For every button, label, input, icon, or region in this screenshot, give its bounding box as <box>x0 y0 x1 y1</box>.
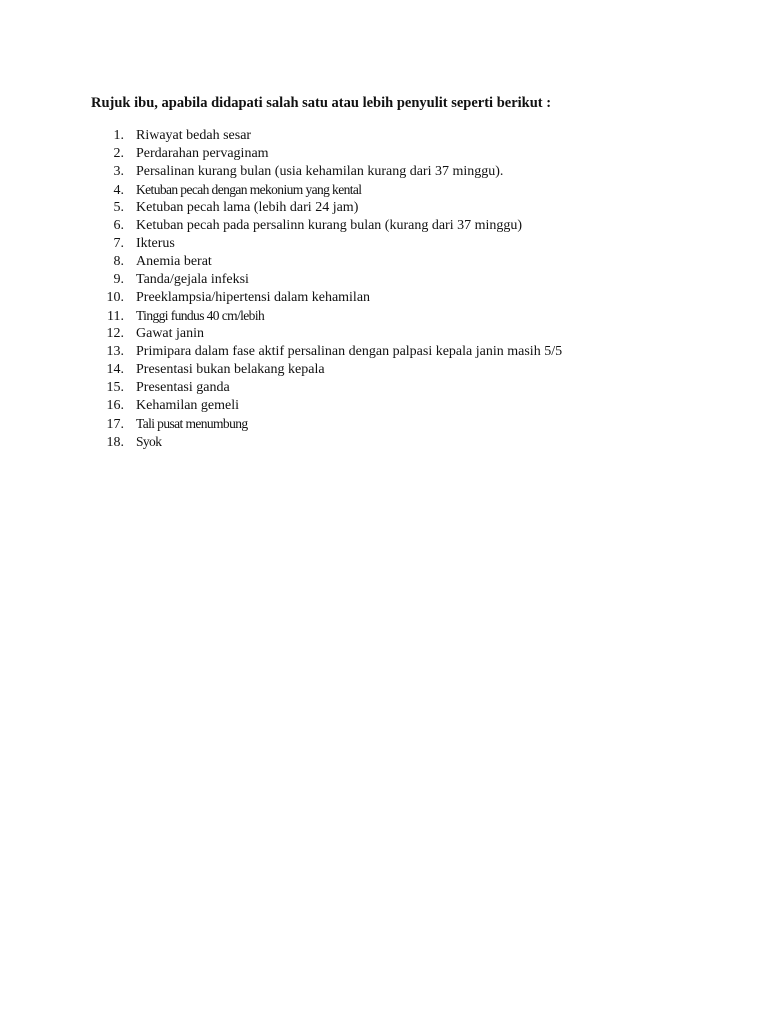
item-text: Presentasi bukan belakang kepala <box>136 362 325 377</box>
list-item <box>91 271 731 289</box>
item-number: 15. <box>106 380 124 395</box>
list-item <box>91 181 731 199</box>
list-item <box>91 127 731 145</box>
item-number: 11. <box>107 309 124 324</box>
item-text: Syok <box>136 434 162 449</box>
list-item <box>91 361 731 379</box>
item-number: 5. <box>113 200 124 215</box>
referral-criteria-list <box>91 127 731 451</box>
list-item <box>91 415 731 433</box>
item-number: 7. <box>113 236 124 251</box>
item-text: Tinggi fundus 40 cm/lebih <box>136 308 265 323</box>
item-number: 4. <box>113 183 124 198</box>
item-number: 2. <box>113 146 124 161</box>
item-text: Persalinan kurang bulan (usia kehamilan kurang dari 37 minggu). <box>136 164 504 179</box>
item-number: 3. <box>113 164 124 179</box>
item-text: Primipara dalam fase aktif persalinan dengan palpasi kepala janin masih 5/5 <box>136 344 563 359</box>
item-number: 12. <box>106 326 124 341</box>
item-number: 6. <box>113 218 124 233</box>
item-text: Ketuban pecah lama (lebih dari 24 jam) <box>136 200 359 215</box>
item-text: Preeklampsia/hipertensi dalam kehamilan <box>136 290 371 305</box>
item-text: Presentasi ganda <box>136 380 230 395</box>
list-item <box>91 217 731 235</box>
list-item <box>91 163 731 181</box>
item-text: Ketuban pecah dengan mekonium yang kental <box>136 182 362 197</box>
item-text: Tali pusat menumbung <box>136 416 248 431</box>
item-number: 8. <box>113 254 124 269</box>
item-text: Tanda/gejala infeksi <box>136 272 249 287</box>
list-item <box>91 253 731 271</box>
item-number: 10. <box>106 290 124 305</box>
list-item <box>91 433 731 451</box>
item-text: Anemia berat <box>136 254 212 269</box>
document-heading: Rujuk ibu, apabila didapati salah satu atau lebih penyulit seperti berikut : <box>91 95 552 111</box>
list-item <box>91 289 731 307</box>
item-text: Ketuban pecah pada persalinn kurang bulan (kurang dari 37 minggu) <box>136 218 523 233</box>
list-item <box>91 379 731 397</box>
list-item <box>91 235 731 253</box>
list-item <box>91 343 731 361</box>
list-item <box>91 397 731 415</box>
list-item <box>91 307 731 325</box>
item-text: Riwayat bedah sesar <box>136 128 252 143</box>
item-number: 18. <box>106 435 124 450</box>
list-item <box>91 199 731 217</box>
item-text: Ikterus <box>136 236 175 251</box>
item-number: 9. <box>113 272 124 287</box>
item-number: 13. <box>106 344 124 359</box>
item-number: 1. <box>113 128 124 143</box>
item-text: Kehamilan gemeli <box>136 398 240 413</box>
list-item <box>91 145 731 163</box>
item-number: 17. <box>106 417 124 432</box>
item-text: Gawat janin <box>136 326 205 341</box>
list-item <box>91 325 731 343</box>
item-number: 16. <box>106 398 124 413</box>
item-text: Perdarahan pervaginam <box>136 146 269 161</box>
item-number: 14. <box>106 362 124 377</box>
